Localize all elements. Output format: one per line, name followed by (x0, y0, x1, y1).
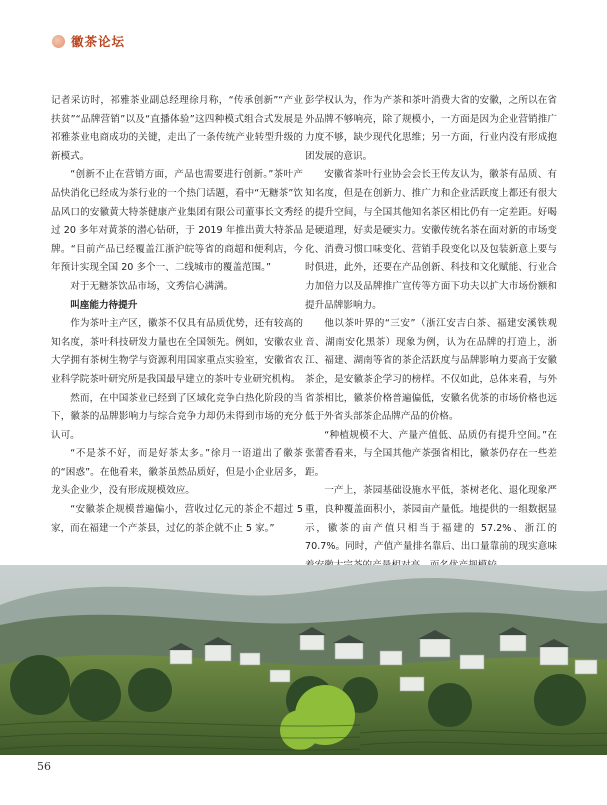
article-paragraph: 安徽省茶叶行业协会会长王传友认为，徽茶有品质、有知名度，但是在创新力、推广力和企业活跃度上都还有很大的提升空间，与全国其他知名茶区相比仍有一定差距。好喝是硬道理，好卖是硬实力。安徽传统名茶在面对新的市场变化、消费习惯口味变化、营销手段变化以及包装新意上要与时俱进，此外，还要在产品创新、科技和文化赋能、行业合力加倍力以及品牌推广宣传等方面下功夫以扩大市场份额和提升品牌影响力。 (305, 169, 557, 311)
article-paragraph: “创新不止在营销方面，产品也需要进行创新。”茶叶产品快消化已经成为茶行业的一个热门话题，看中“无糖茶”饮品风口的安徽黄大特茶健康产业集团有限公司董事长文秀经过 20 多年对黄茶的潜心钻研，于 2019 年推出黄大特茶品牌。“目前产品已经覆盖江浙沪皖等省的商超和便利店，今年预计实现全国 20 多个一、二线城市的覆盖范围。” (51, 169, 303, 274)
article-paragraph: 彭学权认为，作为产茶和茶叶消费大省的安徽，之所以在省外品牌不够响亮，除了规模小，一方面是因为企业营销推广力度不够，缺少现代化思维；另一方面，行业内没有形成抱团发展的意识。 (305, 95, 557, 162)
article-paragraph: 他以茶叶界的“三安”（浙江安吉白茶、福建安溪铁观音、湖南安化黑茶）现象为例，认为在品牌的打造上，浙江、福建、湖南等省的茶企活跃度与品牌影响力要高于安徽茶企，是安徽茶企学习的榜样。不仅如此，总体来看，与外省茶相比，徽茶价格普遍偏低，安徽名优茶的市场价格也远低于外省头部茶企品牌产品的价格。 (305, 318, 557, 423)
page-header (52, 30, 125, 52)
section-title: 徽茶论坛 (71, 34, 126, 49)
article-left-column (51, 92, 303, 538)
page-number: 56 (37, 760, 51, 773)
tea-village-landscape-photo (0, 565, 607, 755)
article-paragraph: “不是茶不好，而是好茶太多。”徐月一语道出了徽茶的“困惑”。在他看来，徽茶虽然品质好，但是小企业居多，龙头企业少，没有形成规模效应。 (51, 448, 303, 497)
article-paragraph: “安徽茶企规模普遍偏小，营收过亿元的茶企不超过 5 家，而在福建一个产茶县，过亿的茶企就不止 5 家。” (51, 504, 303, 534)
article-paragraph: 然而，在中国茶业已经到了区域化竞争白热化阶段的当下，徽茶的品牌影响力与综合竞争力却仍未得到市场的充分认可。 (51, 392, 303, 441)
article-paragraph: 对于无糖茶饮品市场，文秀信心满满。 (70, 280, 234, 292)
article-right-column (305, 92, 557, 575)
tea-circle-icon (52, 35, 65, 48)
article-paragraph: 作为茶叶主产区，徽茶不仅具有品质优势，还有较高的知名度，茶叶科技研发力量也在全国领先。例如，安徽农业大学拥有茶树生物学与资源利用国家重点实验室，安徽省农业科学院茶叶研究所是我国最早建立的茶叶专业研究机构。 (51, 318, 303, 385)
section-heading: 叫座能力待提升 (70, 299, 138, 311)
article-paragraph: 一产上，茶园基础设施水平低，茶树老化、退化现象严重，良种覆盖面积小，茶园亩产量低。地提供的一组数据显示，徽茶的亩产值只相当于福建的 57.2%、浙江的 70.7%。同时，产值产量排名靠后、出口量靠前的现实意味 (305, 485, 557, 553)
article-paragraph: 记者采访时，祁雅茶业副总经理徐月称，“传承创新”“产业扶贫”“品牌营销”以及“直播体验”这四种模式组合式发展是祁雅茶业电商成功的关键，走出了一条传统产业转型升级的新模式。 (51, 95, 303, 162)
article-paragraph: “种植规模不大、产量产值低、品质仍有提升空间。”在张蕾香看来，与全国其他产茶强省相比，徽茶仍存在一些差距。 (305, 429, 557, 478)
